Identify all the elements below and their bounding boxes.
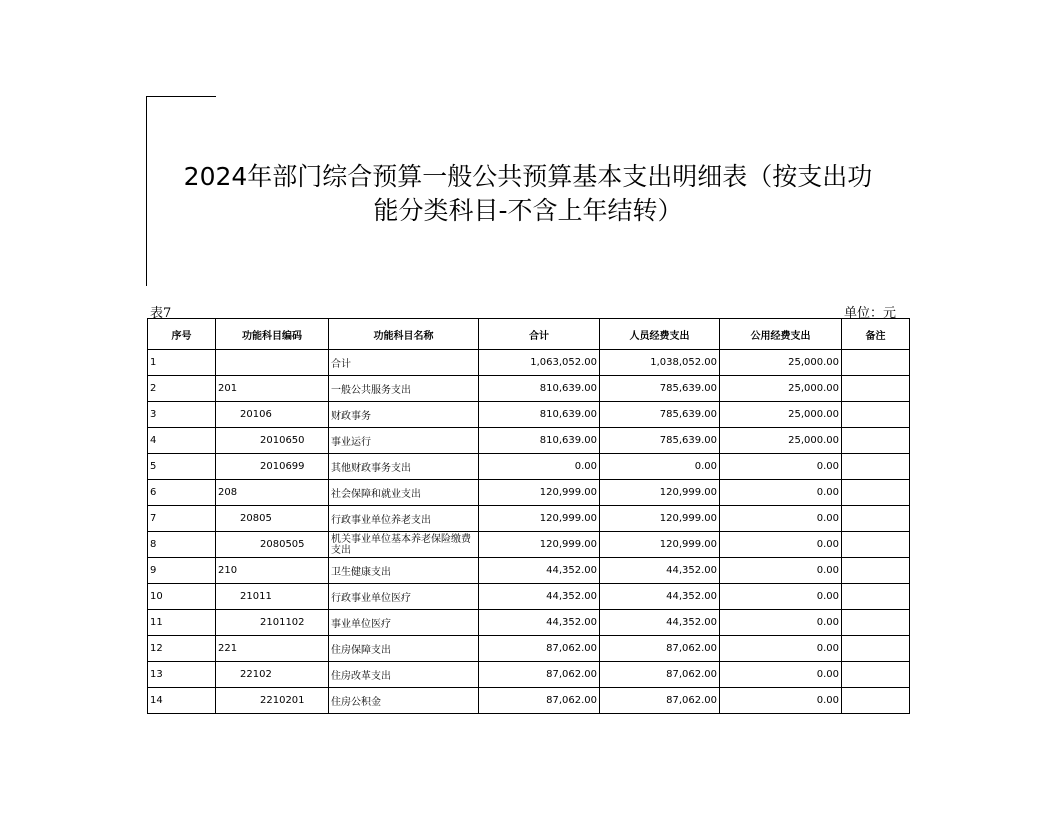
table-row: [148, 506, 910, 532]
cell-note: [842, 428, 910, 454]
table-row: [148, 350, 910, 376]
table-row: [148, 688, 910, 714]
cell-public: 0.00: [720, 454, 842, 480]
cell-personnel: 785,639.00: [600, 376, 720, 402]
table-row: [148, 662, 910, 688]
cell-name: 事业运行: [329, 428, 479, 454]
cell-personnel: 785,639.00: [600, 428, 720, 454]
cell-code: 21011: [216, 584, 329, 610]
header-code: 功能科目编码: [216, 319, 329, 350]
cell-public: 25,000.00: [720, 428, 842, 454]
cell-name: 住房保障支出: [329, 636, 479, 662]
cell-seq: 4: [148, 428, 216, 454]
cell-seq: 10: [148, 584, 216, 610]
cell-total: 120,999.00: [479, 480, 600, 506]
cell-name: 住房改革支出: [329, 662, 479, 688]
cell-seq: 8: [148, 532, 216, 558]
header-total: 合计: [479, 319, 600, 350]
table-row: [148, 584, 910, 610]
table-row: [148, 428, 910, 454]
cell-public: 0.00: [720, 506, 842, 532]
cell-total: 87,062.00: [479, 636, 600, 662]
table-row: [148, 376, 910, 402]
cell-name: 事业单位医疗: [329, 610, 479, 636]
title-line-2: 能分类科目-不含上年结转）: [373, 196, 683, 225]
cell-code: 201: [216, 376, 329, 402]
cell-public: 0.00: [720, 480, 842, 506]
cell-seq: 14: [148, 688, 216, 714]
cell-public: 0.00: [720, 558, 842, 584]
cell-code: 20805: [216, 506, 329, 532]
cell-note: [842, 610, 910, 636]
cell-code: 20106: [216, 402, 329, 428]
cell-seq: 3: [148, 402, 216, 428]
cell-code: 2010699: [216, 454, 329, 480]
table-row: [148, 402, 910, 428]
cell-note: [842, 662, 910, 688]
cell-code: [216, 350, 329, 376]
cell-note: [842, 506, 910, 532]
cell-public: 0.00: [720, 662, 842, 688]
cell-note: [842, 402, 910, 428]
cell-note: [842, 584, 910, 610]
cell-code: 2210201: [216, 688, 329, 714]
table-number: 表7: [150, 306, 172, 321]
cell-name: 合计: [329, 350, 479, 376]
cell-note: [842, 558, 910, 584]
cell-seq: 11: [148, 610, 216, 636]
cell-seq: 2: [148, 376, 216, 402]
cell-personnel: 0.00: [600, 454, 720, 480]
corner-mark-vertical: [146, 96, 147, 286]
cell-public: 0.00: [720, 688, 842, 714]
cell-seq: 1: [148, 350, 216, 376]
header-seq: 序号: [148, 319, 216, 350]
cell-code: 22102: [216, 662, 329, 688]
cell-seq: 13: [148, 662, 216, 688]
table-row: [148, 454, 910, 480]
cell-note: [842, 636, 910, 662]
cell-note: [842, 350, 910, 376]
cell-total: 120,999.00: [479, 506, 600, 532]
header-note: 备注: [842, 319, 910, 350]
cell-code: 2101102: [216, 610, 329, 636]
cell-personnel: 120,999.00: [600, 532, 720, 558]
cell-total: 87,062.00: [479, 688, 600, 714]
cell-code: 2080505: [216, 532, 329, 558]
cell-seq: 6: [148, 480, 216, 506]
cell-public: 0.00: [720, 610, 842, 636]
budget-table: [147, 318, 910, 714]
cell-total: 44,352.00: [479, 584, 600, 610]
cell-seq: 12: [148, 636, 216, 662]
cell-name: 卫生健康支出: [329, 558, 479, 584]
corner-mark-horizontal: [146, 96, 216, 97]
cell-personnel: 87,062.00: [600, 662, 720, 688]
cell-personnel: 785,639.00: [600, 402, 720, 428]
cell-name: 住房公积金: [329, 688, 479, 714]
cell-note: [842, 454, 910, 480]
cell-note: [842, 532, 910, 558]
cell-seq: 9: [148, 558, 216, 584]
cell-code: 2010650: [216, 428, 329, 454]
cell-name: 其他财政事务支出: [329, 454, 479, 480]
cell-total: 44,352.00: [479, 610, 600, 636]
cell-note: [842, 688, 910, 714]
cell-seq: 7: [148, 506, 216, 532]
cell-public: 25,000.00: [720, 376, 842, 402]
cell-personnel: 120,999.00: [600, 506, 720, 532]
header-name: 功能科目名称: [329, 319, 479, 350]
header-personnel: 人员经费支出: [600, 319, 720, 350]
cell-personnel: 87,062.00: [600, 636, 720, 662]
cell-seq: 5: [148, 454, 216, 480]
cell-total: 44,352.00: [479, 558, 600, 584]
table-row: [148, 532, 910, 558]
cell-name: 社会保障和就业支出: [329, 480, 479, 506]
cell-personnel: 87,062.00: [600, 688, 720, 714]
cell-personnel: 1,038,052.00: [600, 350, 720, 376]
table-row: [148, 610, 910, 636]
cell-total: 0.00: [479, 454, 600, 480]
table-row: [148, 480, 910, 506]
cell-total: 810,639.00: [479, 402, 600, 428]
table-row: [148, 558, 910, 584]
title-line-1: 2024年部门综合预算一般公共预算基本支出明细表（按支出功: [183, 162, 873, 191]
cell-personnel: 44,352.00: [600, 584, 720, 610]
cell-public: 0.00: [720, 636, 842, 662]
cell-name: 机关事业单位基本养老保险缴费支出: [329, 532, 479, 558]
cell-code: 210: [216, 558, 329, 584]
cell-public: 0.00: [720, 584, 842, 610]
cell-total: 810,639.00: [479, 376, 600, 402]
header-row: [148, 319, 910, 350]
header-public: 公用经费支出: [720, 319, 842, 350]
unit-label: 单位：元: [843, 306, 896, 321]
page-title: [150, 160, 906, 228]
cell-total: 87,062.00: [479, 662, 600, 688]
table-row: [148, 636, 910, 662]
cell-personnel: 44,352.00: [600, 558, 720, 584]
cell-note: [842, 376, 910, 402]
cell-total: 810,639.00: [479, 428, 600, 454]
cell-total: 120,999.00: [479, 532, 600, 558]
cell-name: 行政事业单位医疗: [329, 584, 479, 610]
cell-personnel: 120,999.00: [600, 480, 720, 506]
cell-personnel: 44,352.00: [600, 610, 720, 636]
cell-code: 221: [216, 636, 329, 662]
cell-note: [842, 480, 910, 506]
cell-name: 一般公共服务支出: [329, 376, 479, 402]
cell-public: 0.00: [720, 532, 842, 558]
cell-public: 25,000.00: [720, 350, 842, 376]
cell-total: 1,063,052.00: [479, 350, 600, 376]
cell-code: 208: [216, 480, 329, 506]
cell-name: 财政事务: [329, 402, 479, 428]
cell-name: 行政事业单位养老支出: [329, 506, 479, 532]
cell-public: 25,000.00: [720, 402, 842, 428]
